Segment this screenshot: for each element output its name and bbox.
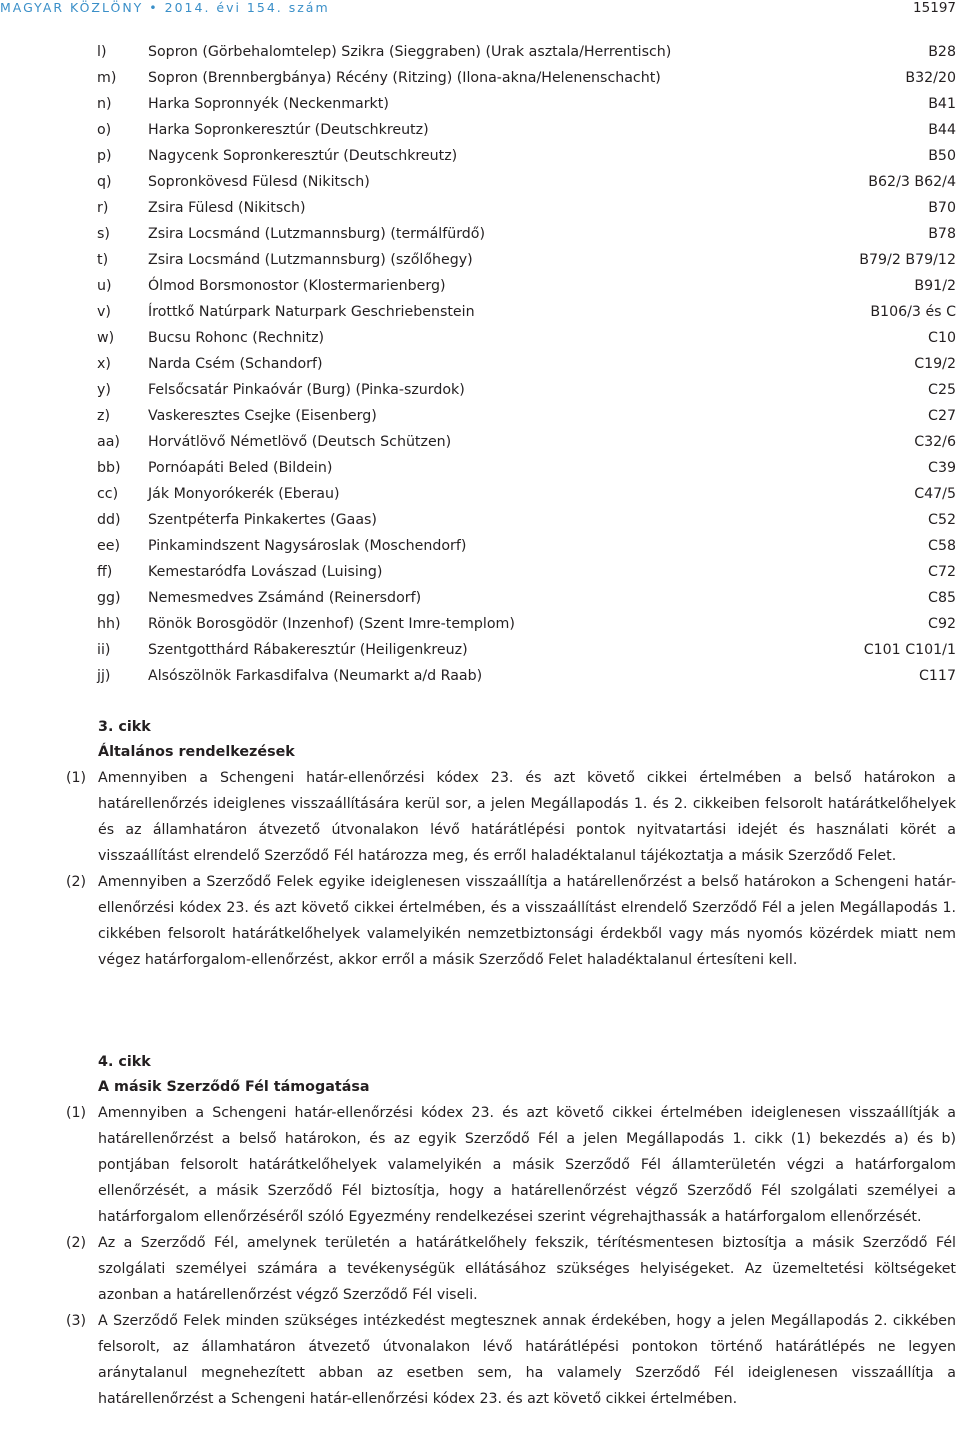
article-title: A másik Szerződő Fél támogatása [98, 1079, 370, 1095]
item-letter: p) [97, 148, 112, 164]
item-letter: hh) [97, 616, 121, 632]
article-number: 4. cikk [98, 1054, 151, 1070]
crossing-description: Nemesmedves Zsámánd (Reinersdorf) [148, 590, 422, 606]
item-letter: aa) [97, 434, 120, 450]
item-letter: o) [97, 122, 112, 138]
paragraph-number: (3) [66, 1313, 87, 1329]
item-letter: ee) [97, 538, 120, 554]
crossing-description: Nagycenk Sopronkeresztúr (Deutschkreutz) [148, 148, 458, 164]
item-letter: v) [97, 304, 111, 320]
crossing-row [0, 354, 960, 380]
paragraph-text: Amennyiben a Schengeni határ-ellenőrzési kódex 23. és azt követő cikkei értelmében ideiglenesen visszaállítják a határellenőrzést a belső határokon, és az egyik Szerződő Fél a jelen Megállapodás 1. cikk (1) bekezdés a) és b) pontjában felsorolt határátkelőhelyek valamelyikén a másik Szerződő Fél államterületén végzi a határforgalom ellenőrzését, a másik Szerződő Fél biztosítja, hogy a határellenőrzést végző Szerződő Fél szolgálati személyei a határforgalom ellenőrzéséről szóló Egyezmény rendelkezései szerint végrehajthassák a határforgalom ellenőrzését. [98, 1105, 956, 1225]
item-letter: dd) [97, 512, 121, 528]
crossing-row [0, 68, 960, 94]
item-letter: w) [97, 330, 115, 346]
item-letter: y) [97, 382, 111, 398]
page-number: 15197 [913, 0, 956, 16]
border-crossing-list [0, 42, 960, 692]
crossing-row [0, 250, 960, 276]
item-letter: gg) [97, 590, 121, 606]
crossing-row [0, 276, 960, 302]
crossing-row [0, 302, 960, 328]
crossing-row [0, 484, 960, 510]
item-letter: s) [97, 226, 110, 242]
item-letter: t) [97, 252, 109, 268]
item-letter: u) [97, 278, 112, 294]
journal-title: MAGYAR KÖZLÖNY • 2014. évi 154. szám [0, 0, 330, 15]
item-letter: ff) [97, 564, 113, 580]
crossing-row [0, 146, 960, 172]
paragraph-text: A Szerződő Felek minden szükséges intézkedést megtesznek annak érdekében, hogy a jelen Megállapodás 2. cikkében felsorolt, az államhatáron átvezető útvonalakon lévő határátlépési pontokon történő határátlépés ne legyen aránytalanul megnehezített abban az esetben sem, ha valamely Szerződő Fél ideiglenesen visszaállítja a határellenőrzést a Schengeni határ-ellenőrzési kódex 23. és azt követő cikkei értelmében. [98, 1313, 956, 1407]
crossing-description: Kemestaródfa Lovászad (Luising) [148, 564, 383, 580]
section-code: C101 C101/1 [863, 642, 956, 658]
item-letter: r) [97, 200, 109, 216]
section-code: C25 [928, 382, 956, 398]
crossing-row [0, 94, 960, 120]
section-code: B70 [928, 200, 956, 216]
article-4 [0, 1050, 960, 1412]
crossing-row [0, 432, 960, 458]
item-letter: l) [97, 44, 107, 60]
section-code: C19/2 [914, 356, 956, 372]
section-code: C72 [928, 564, 956, 580]
paragraph-number: (1) [66, 770, 87, 786]
crossing-row [0, 588, 960, 614]
crossing-description: Rönök Borosgödör (Inzenhof) (Szent Imre-templom) [148, 616, 515, 632]
crossing-row [0, 640, 960, 666]
item-letter: m) [97, 70, 117, 86]
crossing-description: Vaskeresztes Csejke (Eisenberg) [148, 408, 377, 424]
article-paragraph [0, 1100, 960, 1230]
crossing-description: Zsira Locsmánd (Lutzmannsburg) (szőlőhegy) [148, 252, 473, 268]
section-code: C47/5 [914, 486, 956, 502]
crossing-row [0, 614, 960, 640]
section-code: C27 [928, 408, 956, 424]
section-code: B41 [928, 96, 956, 112]
crossing-description: Zsira Locsmánd (Lutzmannsburg) (termálfürdő) [148, 226, 486, 242]
article-paragraph [0, 869, 960, 973]
article-3 [0, 715, 960, 973]
section-code: B50 [928, 148, 956, 164]
crossing-description: Zsira Fülesd (Nikitsch) [148, 200, 306, 216]
crossing-row [0, 328, 960, 354]
item-letter: cc) [97, 486, 119, 502]
crossing-description: Ják Monyorókerék (Eberau) [148, 486, 340, 502]
crossing-description: Harka Sopronkeresztúr (Deutschkreutz) [148, 122, 429, 138]
crossing-description: Alsószölnök Farkasdifalva (Neumarkt a/d Raab) [148, 668, 483, 684]
paragraph-number: (2) [66, 1235, 87, 1251]
section-code: C92 [928, 616, 956, 632]
crossing-row [0, 458, 960, 484]
paragraph-text: Amennyiben a Szerződő Felek egyike ideiglenesen visszaállítja a határellenőrzést a belső határokon a Schengeni határ-ellenőrzési kódex 23. és azt követő cikkei értelmében, és a visszaállítást elrendelő Szerződő Fél a jelen Megállapodás 1. cikkében felsorolt határátkelőhelyek valamelyikén nemzetbiztonsági érdekből vagy más nyomós közérdek miatt nem végez határforgalom-ellenőrzést, akkor erről a másik Szerződő Felet haladéktalanul értesíteni kell. [98, 874, 956, 968]
paragraph-number: (2) [66, 874, 87, 890]
section-code: B78 [928, 226, 956, 242]
crossing-row [0, 42, 960, 68]
crossing-row [0, 666, 960, 692]
section-code: C58 [928, 538, 956, 554]
crossing-row [0, 510, 960, 536]
crossing-description: Szentpéterfa Pinkakertes (Gaas) [148, 512, 377, 528]
section-code: B79/2 B79/12 [859, 252, 956, 268]
crossing-row [0, 198, 960, 224]
item-letter: ii) [97, 642, 111, 658]
item-letter: n) [97, 96, 112, 112]
section-code: C85 [928, 590, 956, 606]
section-code: C39 [928, 460, 956, 476]
item-letter: x) [97, 356, 111, 372]
crossing-description: Felsőcsatár Pinkaóvár (Burg) (Pinka-szurdok) [148, 382, 465, 398]
article-title: Általános rendelkezések [98, 744, 295, 760]
section-code: C117 [919, 668, 956, 684]
paragraph-number: (1) [66, 1105, 87, 1121]
section-code: C32/6 [914, 434, 956, 450]
crossing-row [0, 406, 960, 432]
article-paragraph [0, 765, 960, 869]
section-code: B106/3 és C [870, 304, 956, 320]
section-code: B62/3 B62/4 [868, 174, 956, 190]
article-number: 3. cikk [98, 719, 151, 735]
crossing-description: Írottkő Natúrpark Naturpark Geschriebenstein [148, 304, 475, 320]
paragraph-text: Az a Szerződő Fél, amelynek területén a határátkelőhely fekszik, térítésmentesen biztosítja a másik Szerződő Fél szolgálati személyei számára a tevékenységük ellátásához szükséges helyiségeket. Az üzemeltetési költségeket azonban a határellenőrzést végző Szerződő Fél viseli. [98, 1235, 956, 1303]
page-header [0, 0, 960, 22]
crossing-description: Pornóapáti Beled (Bildein) [148, 460, 333, 476]
crossing-description: Harka Sopronnyék (Neckenmarkt) [148, 96, 389, 112]
article-paragraph [0, 1230, 960, 1308]
crossing-description: Szentgotthárd Rábakeresztúr (Heiligenkreuz) [148, 642, 468, 658]
section-code: B32/20 [905, 70, 956, 86]
crossing-description: Ólmod Borsmonostor (Klostermarienberg) [148, 278, 446, 294]
crossing-row [0, 224, 960, 250]
crossing-row [0, 380, 960, 406]
item-letter: q) [97, 174, 112, 190]
section-code: B28 [928, 44, 956, 60]
crossing-row [0, 562, 960, 588]
crossing-description: Sopron (Görbehalomtelep) Szikra (Sieggraben) (Urak asztala/Herrentisch) [148, 44, 672, 60]
item-letter: z) [97, 408, 110, 424]
section-code: B44 [928, 122, 956, 138]
crossing-description: Narda Csém (Schandorf) [148, 356, 323, 372]
section-code: C10 [928, 330, 956, 346]
section-code: B91/2 [914, 278, 956, 294]
crossing-description: Sopron (Brennbergbánya) Récény (Ritzing) (Ilona-akna/Helenenschacht) [148, 70, 661, 86]
article-paragraph [0, 1308, 960, 1412]
item-letter: jj) [97, 668, 111, 684]
section-code: C52 [928, 512, 956, 528]
crossing-description: Sopronkövesd Fülesd (Nikitsch) [148, 174, 370, 190]
crossing-row [0, 536, 960, 562]
item-letter: bb) [97, 460, 121, 476]
crossing-description: Bucsu Rohonc (Rechnitz) [148, 330, 325, 346]
paragraph-text: Amennyiben a Schengeni határ-ellenőrzési kódex 23. és azt követő cikkei értelmében a belső határokon a határellenőrzés ideiglenes visszaállítására kerül sor, a jelen Megállapodás 1. és 2. cikkeiben felsorolt határátkelőhelyek és az államhatáron átvezető útvonalakon lévő határátlépési pontok nyitvatartási idejét és használati körét a visszaállítást elrendelő Szerződő Fél határozza meg, és erről haladéktalanul tájékoztatja a másik Szerződő Felet. [98, 770, 956, 864]
crossing-description: Pinkamindszent Nagysároslak (Moschendorf) [148, 538, 467, 554]
crossing-description: Horvátlövő Németlövő (Deutsch Schützen) [148, 434, 452, 450]
crossing-row [0, 120, 960, 146]
crossing-row [0, 172, 960, 198]
